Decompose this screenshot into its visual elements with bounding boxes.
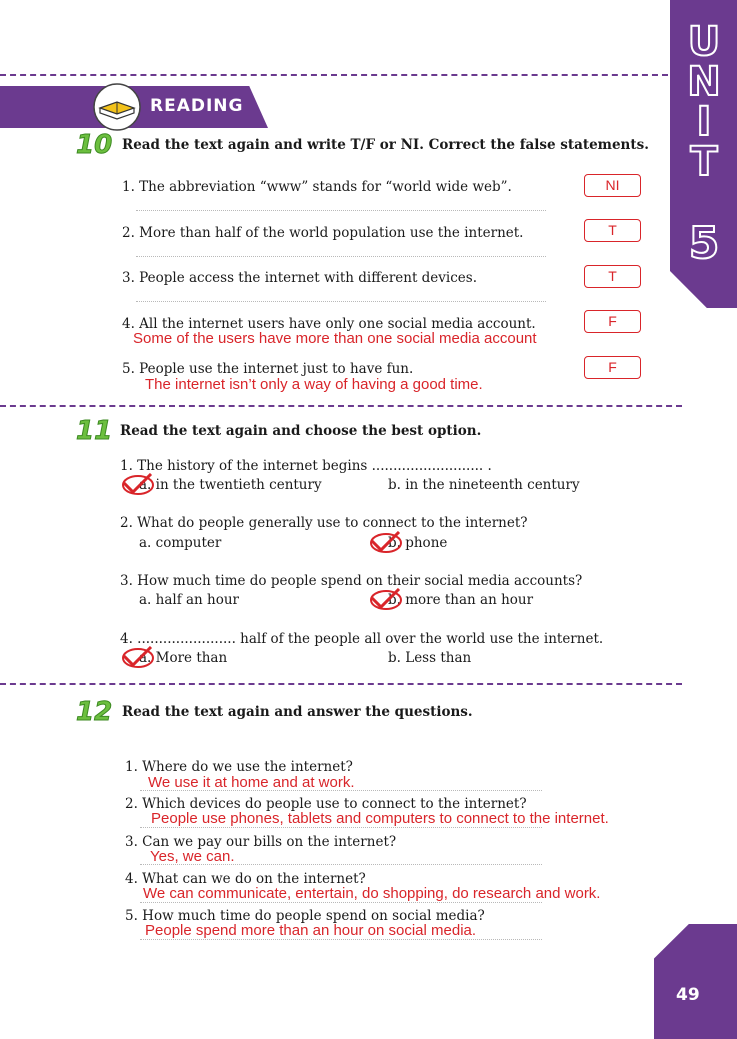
divider-top (0, 74, 668, 76)
answer-box[interactable]: F (584, 310, 641, 333)
answer-text: People use phones, tablets and computers to connect to the internet. (151, 810, 609, 827)
question-text: 3. How much time do people spend on their social media accounts? (120, 573, 583, 589)
exercise-instruction: Read the text again and answer the questions. (122, 704, 473, 720)
exercise-instruction: Read the text again and choose the best option. (120, 423, 482, 439)
answer-text: Yes, we can. (150, 848, 235, 865)
unit-letter-t: T (690, 139, 718, 185)
unit-number: 5 (688, 218, 720, 269)
correction-text: Some of the users have more than one social media account (133, 330, 537, 347)
checkmark-icon (121, 646, 155, 668)
page-number: 49 (676, 985, 700, 1005)
question-text: 2. Which devices do people use to connect to the internet? (125, 796, 527, 812)
answer-line (140, 939, 542, 940)
answer-line (140, 902, 542, 903)
answer-text: We can communicate, entertain, do shopping, do research and work. (143, 885, 601, 902)
unit-letter-i: I (696, 99, 712, 145)
answer-text: People spend more than an hour on social media. (145, 922, 477, 939)
exercise-number: 11 (76, 416, 113, 446)
answer-box[interactable]: T (584, 265, 641, 288)
exercise-instruction: Read the text again and write T/F or NI. Correct the false statements. (122, 137, 649, 153)
option-a[interactable]: a. More than (139, 650, 228, 666)
correction-text: The internet isn’t only a way of having a good time. (145, 376, 483, 393)
unit-letter-n: N (687, 59, 721, 105)
answer-line (140, 790, 542, 791)
checkmark-icon (369, 531, 403, 553)
question-text: 3. Can we pay our bills on the internet? (125, 834, 397, 850)
answer-box[interactable]: NI (584, 174, 641, 197)
option-b[interactable]: b. in the nineteenth century (388, 477, 580, 493)
option-a[interactable]: a. computer (139, 535, 222, 551)
answer-box[interactable]: F (584, 356, 641, 379)
option-a[interactable]: a. in the twentieth century (139, 477, 322, 493)
section-title: READING (150, 96, 244, 116)
answer-line (136, 210, 546, 211)
option-b[interactable]: b. phone (388, 535, 448, 551)
question-text: 1. The history of the internet begins .......................... . (120, 458, 492, 474)
exercise-number: 10 (76, 130, 113, 160)
answer-line (136, 256, 546, 257)
question-text: 3. People access the internet with different devices. (122, 270, 478, 286)
question-text: 4. ....................... half of the people all over the world use the internet. (120, 631, 604, 647)
question-text: 2. More than half of the world population use the internet. (122, 225, 524, 241)
question-text: 5. People use the internet just to have fun. (122, 361, 414, 377)
exercise-number: 12 (76, 697, 113, 727)
unit-letter-u: U (687, 19, 721, 65)
question-text: 1. The abbreviation “www” stands for “world wide web”. (122, 179, 512, 195)
checkmark-icon (369, 588, 403, 610)
question-text: 4. All the internet users have only one social media account. (122, 316, 536, 332)
question-text: 5. How much time do people spend on social media? (125, 908, 485, 924)
question-text: 1. Where do we use the internet? (125, 759, 353, 775)
question-text: 2. What do people generally use to connect to the internet? (120, 515, 528, 531)
option-a[interactable]: a. half an hour (139, 592, 239, 608)
question-text: 4. What can we do on the internet? (125, 871, 366, 887)
checkmark-icon (121, 473, 155, 495)
page-number-tab (654, 924, 737, 1039)
answer-line (140, 827, 542, 828)
book-icon (92, 82, 142, 132)
option-b[interactable]: b. more than an hour (388, 592, 534, 608)
answer-box[interactable]: T (584, 219, 641, 242)
answer-line (136, 301, 546, 302)
divider (0, 683, 682, 685)
option-b[interactable]: b. Less than (388, 650, 472, 666)
answer-line (140, 864, 542, 865)
answer-text: We use it at home and at work. (148, 774, 355, 791)
divider (0, 405, 682, 407)
